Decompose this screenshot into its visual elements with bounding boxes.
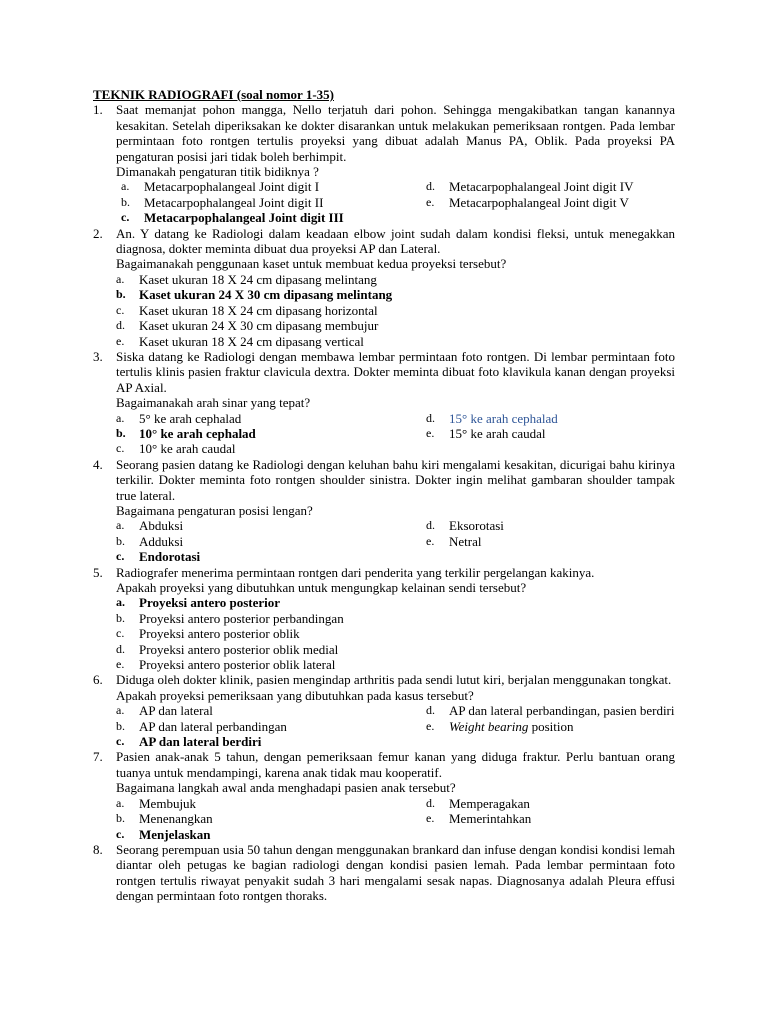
question-text: Radiografer menerima permintaan rontgen dari penderita yang terkilir pergelangan kakinya. (116, 564, 595, 580)
question-prompt: Bagaimanakah arah sinar yang tepat? (116, 395, 311, 411)
question-text: Seorang pasien datang ke Radiologi dengan keluhan bahu kiri mengalami kesakitan, dicurigai bahu kirinya terkilir. Dokter meminta foto rontgen shoulder sinistra. Dokter ingin melihat gambaran shoulder tampak true lateral. (116, 456, 675, 503)
option-e: e. 15° ke arah caudal (426, 425, 546, 441)
option-b-answer: b. Kaset ukuran 24 X 30 cm dipasang melintang (116, 287, 393, 303)
option-c-answer: c. AP dan lateral berdiri (116, 734, 262, 750)
option-e: e. Weight bearing position (426, 718, 574, 734)
options (116, 411, 675, 457)
option-d: d. Metacarpophalangeal Joint digit IV (426, 179, 634, 195)
question-text: An. Y datang ke Radiologi dalam keadaan elbow joint sudah dalam kondisi fleksi, untuk menegakkan diagnosa, dokter meminta dibuat dua proyeksi AP dan Lateral. (116, 225, 675, 257)
option-c-answer: c. Metacarpophalangeal Joint digit III (121, 210, 344, 226)
option-b: b. AP dan lateral perbandingan (116, 718, 287, 734)
option-c-answer: c. Endorotasi (116, 549, 201, 565)
option-d: d. AP dan lateral perbandingan, pasien berdiri (426, 703, 675, 719)
question-number: 1. (93, 102, 103, 118)
question-number: 5. (93, 564, 103, 580)
question-prompt: Apakah proyeksi pemeriksaan yang dibutuhkan pada kasus tersebut? (116, 687, 474, 703)
document-content (93, 87, 675, 904)
question-prompt: Apakah proyeksi yang dibutuhkan untuk mengungkap kelainan sendi tersebut? (116, 580, 527, 595)
option-e: e. Netral (426, 533, 482, 549)
question-prompt: Bagaimana pengaturan posisi lengan? (116, 502, 313, 518)
option-a: a. Metacarpophalangeal Joint digit I (121, 179, 320, 195)
option-e: e. Metacarpophalangeal Joint digit V (426, 194, 629, 210)
question-prompt: Bagaimana langkah awal anda menghadapi pasien anak tersebut? (116, 780, 456, 796)
option-d: d. 15° ke arah cephalad (426, 410, 558, 426)
option-b: b. Menenangkan (116, 811, 213, 827)
question-text: Diduga oleh dokter klinik, pasien mengindap arthritis pada sendi lutut kiri, berjalan menggunakan tongkat. (116, 672, 672, 688)
options (116, 796, 675, 842)
option-a: a. Kaset ukuran 18 X 24 cm dipasang melintang (116, 271, 377, 287)
question-number: 3. (93, 348, 103, 364)
option-a: a. Abduksi (116, 518, 184, 534)
options (116, 703, 675, 749)
question-7 (93, 749, 675, 841)
option-e: e. Memerintahkan (426, 811, 532, 827)
question-8 (93, 842, 675, 904)
question-text: Pasien anak-anak 5 tahun, dengan pemeriksaan femur kanan yang diduga fraktur. Perlu bantuan orang tuanya untuk mendampingi, karena anak tidak mau kooperatif. (116, 749, 675, 780)
question-6 (93, 672, 675, 749)
option-d: d. Proyeksi antero posterior oblik medial (116, 641, 339, 657)
option-c: c. 10° ke arah caudal (116, 441, 236, 457)
question-3 (93, 349, 675, 457)
option-d: d. Memperagakan (426, 795, 530, 811)
option-a: a. AP dan lateral (116, 703, 213, 719)
options (116, 179, 675, 225)
question-prompt: Bagaimanakah penggunaan kaset untuk membuat kedua proyeksi tersebut? (116, 256, 507, 272)
document-title: TEKNIK RADIOGRAFI (soal nomor 1-35) (93, 87, 334, 102)
option-a: a. Membujuk (116, 795, 197, 811)
question-4 (93, 457, 675, 565)
option-e: e. Kaset ukuran 18 X 24 cm dipasang vertical (116, 333, 364, 349)
question-number: 2. (93, 225, 103, 241)
question-text: Seorang perempuan usia 50 tahun dengan menggunakan brankard dan infuse dengan kondisi kondisi lemah diantar oleh petugas ke bagian radiologi dengan kondisi pasien lemah. Pada lembar permintaan foto rontgen tertulis riwayat penyakit sudah 3 hari mengalami sesak napas. Diagnosanya adalah Pleura effusi dengan permintaan foto rontgen thoraks. (116, 841, 675, 904)
options-right (426, 703, 698, 749)
option-e: e. Proyeksi antero posterior oblik lateral (116, 657, 336, 673)
option-b: b. Proyeksi antero posterior perbandingan (116, 610, 344, 626)
question-5 (93, 565, 675, 673)
option-a: a. 5° ke arah cephalad (116, 410, 242, 426)
question-number: 7. (93, 749, 103, 765)
question-prompt: Dimanakah pengaturan titik bidiknya ? (116, 164, 319, 180)
option-c: c. Proyeksi antero posterior oblik (116, 626, 300, 642)
option-b: b. Adduksi (116, 533, 184, 549)
option-a-answer: a. Proyeksi antero posterior (116, 595, 281, 611)
option-b-answer: b. 10° ke arah cephalad (116, 425, 256, 441)
option-d: d. Eksorotasi (426, 518, 504, 534)
question-1 (93, 102, 675, 225)
option-c-answer: c. Menjelaskan (116, 826, 211, 842)
question-number: 4. (93, 456, 103, 472)
question-2 (93, 226, 675, 349)
question-text: Saat memanjat pohon mangga, Nello terjatuh dari pohon. Sehingga mengakibatkan tangan kanannya kesakitan. Setelah diperiksakan ke dokter disarankan untuk melakukan pemeriksaan rontgen. Pada lembar permintaan foto rontgen tertulis proyeksi yang dibuat adalah Manus PA, Oblik. Pada proyeksi PA pengaturan posisi jari tidak boleh berhimpit. (116, 102, 675, 164)
option-d: d. Kaset ukuran 24 X 30 cm dipasang membujur (116, 318, 379, 334)
question-number: 6. (93, 672, 103, 688)
options-left (116, 703, 426, 749)
question-text: Siska datang ke Radiologi dengan membawa lembar permintaan foto rontgen. Di lembar permintaan foto tertulis klinis pasien fraktur clavicula dextra. Dokter meminta dibuat foto klavikula kanan dengan proyeksi AP Axial. (116, 348, 675, 395)
options (116, 518, 675, 564)
question-number: 8. (93, 841, 103, 857)
option-c: c. Kaset ukuran 18 X 24 cm dipasang horizontal (116, 302, 378, 318)
option-b: b. Metacarpophalangeal Joint digit II (121, 194, 324, 210)
